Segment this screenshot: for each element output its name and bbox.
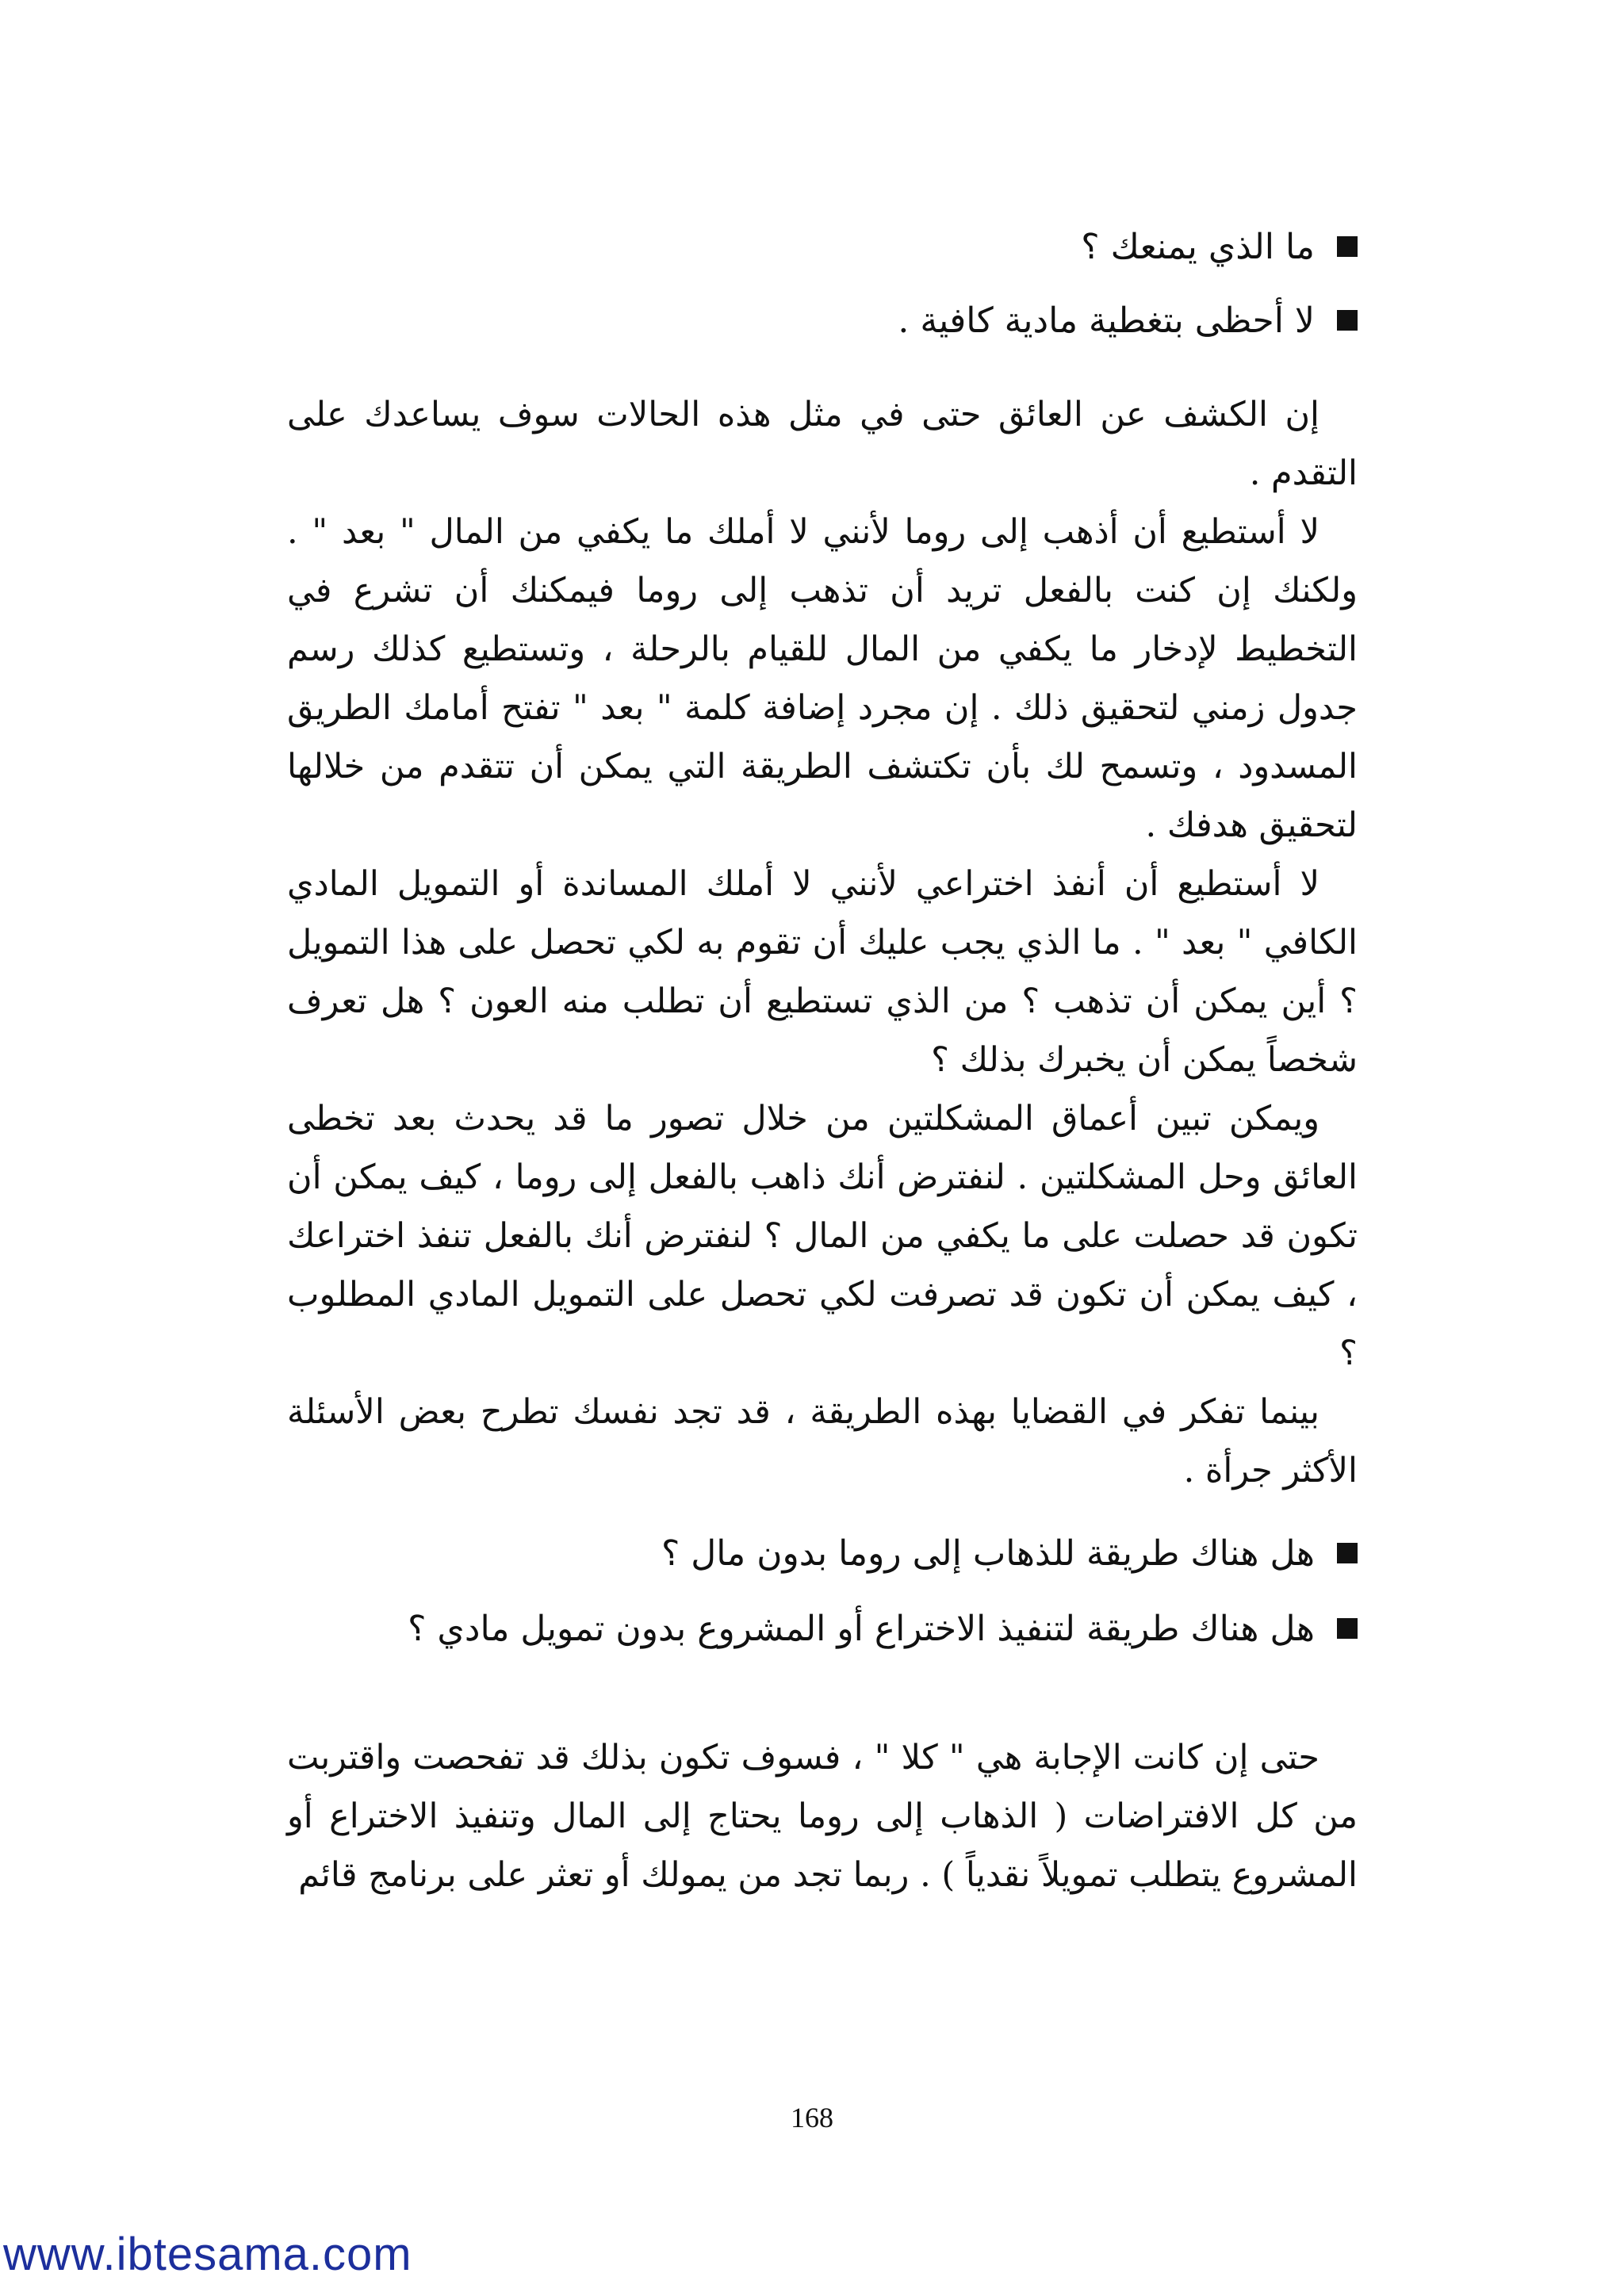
bullet-item: [898, 297, 1358, 345]
main-text-block: [287, 385, 1358, 1500]
paragraph: لا أستطيع أن أذهب إلى روما لأنني لا أملك ما يكفي من المال " بعد " . ولكنك إن كنت بالفعل تريد أن تذهب إلى روما فيمكنك أن تشرع في التخطيط لإدخار ما يكفي من المال للقيام بالرحلة ، وتستطيع كذلك رسم جدول زمني لتحقيق ذلك . إن مجرد إضافة كلمة " بعد " تفتح أمامك الطريق المسدود ، وتسمح لك بأن تكتشف الطريقة التي يمكن أن تتقدم من خلالها لتحقيق هدفك .: [287, 512, 1358, 845]
bullet-square-icon: [1337, 1543, 1358, 1563]
bullet-square-icon: [1337, 310, 1358, 331]
bullet-item: [408, 1605, 1358, 1653]
final-text-block: [287, 1728, 1358, 1904]
bullet-text: لا أحظى بتغطية مادية كافية .: [898, 300, 1315, 341]
bullet-square-icon: [1337, 1618, 1358, 1639]
bullet-text: هل هناك طريقة للذهاب إلى روما بدون مال ؟: [661, 1533, 1315, 1574]
bullet-square-icon: [1337, 236, 1358, 257]
watermark-link: www.ibtesama.com: [3, 2229, 412, 2280]
bullet-item: [661, 1530, 1358, 1578]
paragraph: لا أستطيع أن أنفذ اختراعي لأنني لا أملك المساندة أو التمويل المادي الكافي " بعد " . ما الذي يجب عليك أن تقوم به لكي تحصل على هذا التمويل ؟ أين يمكن أن تذهب ؟ من الذي تستطيع أن تطلب منه العون ؟ هل تعرف شخصاً يمكن أن يخبرك بذلك ؟: [287, 864, 1358, 1080]
paragraph: حتى إن كانت الإجابة هي " كلا " ، فسوف تكون بذلك قد تفحصت واقتربت من كل الافتراضات ( الذهاب إلى روما يحتاج إلى المال وتنفيذ الاختراع أو المشروع يتطلب تمويلاً نقدياً ) . ربما تجد من يمولك أو تعثر على برنامج قائم: [287, 1738, 1358, 1895]
bullet-text: ما الذي يمنعك ؟: [1081, 227, 1315, 267]
page-number: 168: [791, 2102, 833, 2133]
bullet-item: [1081, 224, 1358, 271]
paragraph: إن الكشف عن العائق حتى في مثل هذه الحالات سوف يساعدك على التقدم .: [287, 395, 1358, 493]
paragraph: بينما تفكر في القضايا بهذه الطريقة ، قد تجد نفسك تطرح بعض الأسئلة الأكثر جرأة .: [287, 1392, 1358, 1490]
paragraph: ويمكن تبين أعماق المشكلتين من خلال تصور ما قد يحدث بعد تخطى العائق وحل المشكلتين . لنفترض أنك ذاهب بالفعل إلى روما ، كيف يمكن أن تكون قد حصلت على ما يكفي من المال ؟ لنفترض أنك بالفعل تنفذ اختراعك ، كيف يمكن أن تكون قد تصرفت لكي تحصل على التمويل المادي المطلوب ؟: [287, 1099, 1358, 1373]
bullet-text: هل هناك طريقة لتنفيذ الاختراع أو المشروع بدون تمويل مادي ؟: [408, 1609, 1315, 1649]
